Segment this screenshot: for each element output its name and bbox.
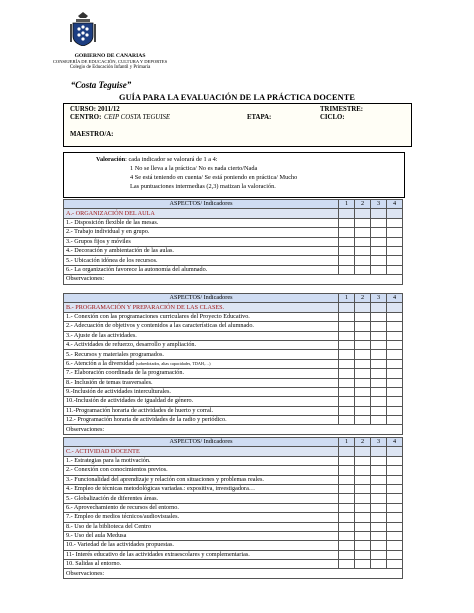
score-cell[interactable] bbox=[371, 359, 387, 368]
score-cell[interactable] bbox=[371, 340, 387, 349]
indicator-label: 6.- Atención a la diversidad bbox=[66, 359, 135, 367]
indicator-label: 3.- Funcionalidad del aprendizaje y relación con situaciones y problemas reales. bbox=[64, 475, 339, 484]
score-cell[interactable] bbox=[387, 522, 403, 531]
observaciones-field[interactable]: Observaciones: bbox=[64, 425, 403, 434]
score-cell[interactable] bbox=[339, 246, 355, 255]
score-cell[interactable] bbox=[355, 560, 371, 569]
score-header-1: 1 bbox=[339, 200, 355, 209]
table-row[interactable] bbox=[64, 312, 403, 321]
score-cell[interactable] bbox=[339, 475, 355, 484]
page-title: GUÍA PARA LA EVALUACIÓN DE LA PRÁCTICA DOCENTE bbox=[119, 93, 355, 102]
score-cell[interactable] bbox=[339, 237, 355, 246]
score-cell[interactable] bbox=[371, 369, 387, 378]
score-cell[interactable] bbox=[387, 541, 403, 550]
indicator-note: (sobredotados, altas capacidades, TDAH,…) bbox=[135, 360, 211, 366]
score-cell[interactable] bbox=[387, 218, 403, 227]
table-row[interactable] bbox=[64, 484, 403, 493]
score-cell[interactable] bbox=[339, 218, 355, 227]
score-cell[interactable] bbox=[339, 503, 355, 512]
score-cell[interactable] bbox=[339, 416, 355, 425]
trimestre-label: TRIMESTRE: bbox=[320, 106, 364, 113]
score-cell[interactable] bbox=[387, 237, 403, 246]
indicator-label: 5.- Recursos y materiales programados. bbox=[64, 350, 339, 359]
score-cell[interactable] bbox=[355, 456, 371, 465]
section-title: C.- ACTIVIDAD DOCENTE bbox=[64, 447, 339, 456]
table-row[interactable] bbox=[64, 494, 403, 503]
observaciones-field[interactable]: Observaciones: bbox=[64, 275, 403, 284]
score-cell[interactable] bbox=[387, 406, 403, 415]
score-cell[interactable] bbox=[339, 340, 355, 349]
indicator-label: 5.- Globalización de diferentes áreas. bbox=[64, 494, 339, 503]
score-cell[interactable] bbox=[339, 513, 355, 522]
indicator-label: 9.-Inclusión de actividades interculturales. bbox=[64, 387, 339, 396]
score-header-2: 2 bbox=[355, 438, 371, 447]
table-row[interactable] bbox=[64, 397, 403, 406]
score-cell[interactable] bbox=[355, 265, 371, 274]
score-cell[interactable] bbox=[371, 246, 387, 255]
indicator-label: 3.- Ajuste de las actividades. bbox=[64, 331, 339, 340]
score-cell[interactable] bbox=[387, 350, 403, 359]
score-cell[interactable] bbox=[371, 218, 387, 227]
score-cell[interactable] bbox=[371, 560, 387, 569]
score-cell[interactable] bbox=[371, 456, 387, 465]
score-header-3: 3 bbox=[371, 438, 387, 447]
score-cell[interactable] bbox=[355, 416, 371, 425]
score-cell[interactable] bbox=[339, 256, 355, 265]
score-cell[interactable] bbox=[387, 475, 403, 484]
table-row[interactable] bbox=[64, 550, 403, 559]
score-cell[interactable] bbox=[371, 541, 387, 550]
table-row[interactable] bbox=[64, 416, 403, 425]
table-row[interactable] bbox=[64, 531, 403, 540]
score-cell[interactable] bbox=[387, 387, 403, 396]
table-header-row bbox=[64, 200, 403, 209]
column-header-aspectos: ASPECTOS/ Indicadores bbox=[64, 438, 339, 447]
indicator-label: 8.- Inclusión de temas trasversales. bbox=[64, 378, 339, 387]
table-row[interactable] bbox=[64, 513, 403, 522]
government-block bbox=[40, 53, 180, 70]
score-cell[interactable] bbox=[339, 265, 355, 274]
score-cell[interactable] bbox=[355, 387, 371, 396]
indicator-label: 7.- Elaboración coordinada de la programación. bbox=[64, 369, 339, 378]
score-cell[interactable] bbox=[387, 503, 403, 512]
score-cell[interactable] bbox=[355, 550, 371, 559]
score-cell[interactable] bbox=[355, 312, 371, 321]
score-cell[interactable] bbox=[387, 340, 403, 349]
score-cell[interactable] bbox=[371, 513, 387, 522]
score-cell[interactable] bbox=[339, 331, 355, 340]
indicator-cell bbox=[64, 359, 339, 368]
score-cell[interactable] bbox=[371, 322, 387, 331]
indicator-label: 1.- Disposición flexible de las mesas. bbox=[64, 218, 339, 227]
table-row[interactable] bbox=[64, 228, 403, 237]
score-cell[interactable] bbox=[339, 387, 355, 396]
table-row[interactable] bbox=[64, 466, 403, 475]
score-cell[interactable] bbox=[355, 322, 371, 331]
score-cell[interactable] bbox=[387, 397, 403, 406]
score-header-4: 4 bbox=[387, 294, 403, 303]
score-cell[interactable] bbox=[339, 541, 355, 550]
score-cell[interactable] bbox=[387, 331, 403, 340]
indicator-label: 4.- Decoración y ambientación de las aulas. bbox=[64, 246, 339, 255]
score-cell[interactable] bbox=[387, 322, 403, 331]
section-title: B.- PROGRAMACIÓN Y PREPARACIÓN DE LAS CLASES. bbox=[64, 303, 339, 312]
score-cell[interactable] bbox=[387, 531, 403, 540]
score-cell[interactable] bbox=[371, 416, 387, 425]
score-cell[interactable] bbox=[371, 312, 387, 321]
info-box bbox=[63, 103, 412, 147]
score-cell[interactable] bbox=[387, 456, 403, 465]
score-cell[interactable] bbox=[387, 550, 403, 559]
score-header-2: 2 bbox=[355, 294, 371, 303]
score-cell[interactable] bbox=[355, 228, 371, 237]
government-name: GOBIERNO DE CANARIAS bbox=[74, 53, 146, 59]
score-cell[interactable] bbox=[339, 494, 355, 503]
score-cell[interactable] bbox=[339, 550, 355, 559]
score-cell[interactable] bbox=[355, 256, 371, 265]
score-cell[interactable] bbox=[339, 484, 355, 493]
school-name: “Costa Teguise” bbox=[70, 80, 132, 90]
score-cell[interactable] bbox=[387, 256, 403, 265]
score-cell[interactable] bbox=[355, 541, 371, 550]
score-cell[interactable] bbox=[387, 560, 403, 569]
table-row[interactable] bbox=[64, 369, 403, 378]
table-row[interactable] bbox=[64, 350, 403, 359]
score-cell[interactable] bbox=[387, 312, 403, 321]
score-cell[interactable] bbox=[355, 397, 371, 406]
indicator-label: 10.-Inclusión de actividades de igualdad de género. bbox=[64, 397, 339, 406]
score-cell[interactable] bbox=[339, 312, 355, 321]
score-cell[interactable] bbox=[387, 416, 403, 425]
score-cell[interactable] bbox=[355, 503, 371, 512]
score-cell[interactable] bbox=[339, 228, 355, 237]
indicator-label: 10. Salidas al entorno. bbox=[64, 560, 339, 569]
score-cell[interactable] bbox=[371, 265, 387, 274]
score-cell[interactable] bbox=[355, 378, 371, 387]
score-cell[interactable] bbox=[339, 369, 355, 378]
centro-value: CEIP COSTA TEGUISE bbox=[104, 114, 171, 121]
score-header-2: 2 bbox=[355, 200, 371, 209]
valoracion-line-1: 1 No se lleva a la práctica/ No es nada cierto/Nada bbox=[130, 165, 258, 172]
score-cell[interactable] bbox=[355, 350, 371, 359]
score-cell[interactable] bbox=[339, 531, 355, 540]
score-cell[interactable] bbox=[355, 522, 371, 531]
score-cell[interactable] bbox=[387, 265, 403, 274]
table-row[interactable] bbox=[64, 246, 403, 255]
score-cell[interactable] bbox=[355, 369, 371, 378]
table-row[interactable] bbox=[64, 560, 403, 569]
etapa-label: ETAPA: bbox=[247, 114, 272, 121]
table-actividad-docente bbox=[63, 437, 403, 579]
score-header-3: 3 bbox=[371, 294, 387, 303]
score-cell[interactable] bbox=[387, 484, 403, 493]
score-cell[interactable] bbox=[371, 256, 387, 265]
score-cell[interactable] bbox=[355, 246, 371, 255]
section-title-row bbox=[64, 303, 403, 312]
indicator-label: 9.- Uso del aula Medusa bbox=[64, 531, 339, 540]
section-title-row bbox=[64, 447, 403, 456]
maestro-label: MAESTRO/A: bbox=[70, 131, 114, 138]
indicator-label: 4.- Actividades de refuerzo, desarrollo y ampliación. bbox=[64, 340, 339, 349]
indicator-label: 11.-Programación horaria de actividades de huerto y corral. bbox=[64, 406, 339, 415]
observaciones-row[interactable] bbox=[64, 425, 403, 434]
table-row[interactable] bbox=[64, 378, 403, 387]
score-cell[interactable] bbox=[371, 494, 387, 503]
score-cell[interactable] bbox=[371, 475, 387, 484]
score-cell[interactable] bbox=[339, 378, 355, 387]
score-cell[interactable] bbox=[355, 484, 371, 493]
score-cell[interactable] bbox=[387, 246, 403, 255]
score-cell[interactable] bbox=[339, 350, 355, 359]
centro-label: CENTRO: bbox=[70, 114, 102, 121]
table-row[interactable] bbox=[64, 522, 403, 531]
score-cell[interactable] bbox=[371, 331, 387, 340]
score-cell[interactable] bbox=[371, 406, 387, 415]
table-row[interactable] bbox=[64, 265, 403, 274]
section-title-row bbox=[64, 209, 403, 218]
score-cell[interactable] bbox=[387, 369, 403, 378]
score-cell[interactable] bbox=[371, 378, 387, 387]
valoracion-intro: : cada indicador se valorará de 1 a 4: bbox=[125, 156, 218, 163]
score-cell[interactable] bbox=[339, 466, 355, 475]
table-header-row bbox=[64, 294, 403, 303]
score-cell[interactable] bbox=[371, 397, 387, 406]
indicator-label: 8.- Uso de la biblioteca del Centro bbox=[64, 522, 339, 531]
valoracion-line-2: 4 Se está teniendo en cuenta/ Se está poniendo en práctica/ Mucho bbox=[130, 174, 298, 181]
score-cell[interactable] bbox=[355, 218, 371, 227]
score-header-1: 1 bbox=[339, 294, 355, 303]
score-cell[interactable] bbox=[355, 406, 371, 415]
column-header-aspectos: ASPECTOS/ Indicadores bbox=[64, 294, 339, 303]
indicator-label: 2.- Conexión con conocimientos previos. bbox=[64, 466, 339, 475]
score-cell[interactable] bbox=[387, 513, 403, 522]
score-cell[interactable] bbox=[339, 456, 355, 465]
score-cell[interactable] bbox=[387, 466, 403, 475]
table-row[interactable] bbox=[64, 406, 403, 415]
section-title: A.- ORGANIZACIÓN DEL AULA bbox=[64, 209, 339, 218]
score-cell[interactable] bbox=[355, 237, 371, 246]
indicator-label: 6.- Aprovechamiento de recursos del entorno. bbox=[64, 503, 339, 512]
table-row[interactable] bbox=[64, 503, 403, 512]
score-cell[interactable] bbox=[355, 475, 371, 484]
valoracion-label: Valoración bbox=[96, 156, 126, 163]
score-cell[interactable] bbox=[371, 531, 387, 540]
ciclo-label: CICLO: bbox=[320, 114, 345, 121]
score-cell[interactable] bbox=[339, 406, 355, 415]
table-row[interactable] bbox=[64, 541, 403, 550]
score-cell[interactable] bbox=[387, 494, 403, 503]
score-cell[interactable] bbox=[387, 228, 403, 237]
valoracion-line-3: Las puntuaciones intermedias (2,3) matizan la valoración. bbox=[130, 183, 276, 190]
indicator-label: 6.- La organización favorece la autonomía del alumnado. bbox=[64, 265, 339, 274]
indicator-label: 2.- Adecuación de objetivos y contenidos a las características del alumnado. bbox=[64, 322, 339, 331]
score-cell[interactable] bbox=[355, 331, 371, 340]
score-cell[interactable] bbox=[371, 387, 387, 396]
indicator-label: 12.- Programación horaria de actividades de la radio y periódico. bbox=[64, 416, 339, 425]
score-cell[interactable] bbox=[355, 531, 371, 540]
table-row[interactable] bbox=[64, 340, 403, 349]
table-row[interactable] bbox=[64, 322, 403, 331]
table-row[interactable] bbox=[64, 359, 403, 368]
score-cell[interactable] bbox=[355, 340, 371, 349]
coat-of-arms-icon bbox=[70, 12, 96, 46]
table-row[interactable] bbox=[64, 256, 403, 265]
score-cell[interactable] bbox=[371, 484, 387, 493]
score-cell[interactable] bbox=[339, 560, 355, 569]
table-row[interactable] bbox=[64, 331, 403, 340]
score-cell[interactable] bbox=[339, 522, 355, 531]
score-cell[interactable] bbox=[355, 359, 371, 368]
valoracion-box bbox=[63, 152, 405, 198]
score-header-4: 4 bbox=[387, 438, 403, 447]
table-programacion bbox=[63, 293, 403, 435]
score-cell[interactable] bbox=[371, 228, 387, 237]
observaciones-field[interactable]: Observaciones: bbox=[64, 569, 403, 578]
score-cell[interactable] bbox=[371, 237, 387, 246]
score-cell[interactable] bbox=[355, 513, 371, 522]
table-row[interactable] bbox=[64, 456, 403, 465]
indicator-label: 3.- Grupos fijos y móviles bbox=[64, 237, 339, 246]
table-row[interactable] bbox=[64, 387, 403, 396]
curso-label: CURSO: 2011/12 bbox=[70, 106, 120, 113]
observaciones-row[interactable] bbox=[64, 569, 403, 578]
score-header-4: 4 bbox=[387, 200, 403, 209]
department-name: CONSEJERÍA DE EDUCACIÓN, CULTURA Y DEPORTES bbox=[52, 59, 168, 65]
indicator-label: 10.- Variedad de las actividades propuestas. bbox=[64, 541, 339, 550]
table-row[interactable] bbox=[64, 218, 403, 227]
score-cell[interactable] bbox=[339, 322, 355, 331]
table-row[interactable] bbox=[64, 475, 403, 484]
observaciones-row[interactable] bbox=[64, 275, 403, 284]
indicator-label: 5.- Ubicación idónea de los recursos. bbox=[64, 256, 339, 265]
score-header-1: 1 bbox=[339, 438, 355, 447]
score-cell[interactable] bbox=[355, 494, 371, 503]
table-organizacion-aula bbox=[63, 199, 403, 285]
score-cell[interactable] bbox=[387, 378, 403, 387]
score-cell[interactable] bbox=[371, 503, 387, 512]
indicator-label: 4.- Empleo de técnicas metodológicas variadas.: expositiva, investigadora… bbox=[64, 484, 339, 493]
score-cell[interactable] bbox=[371, 466, 387, 475]
table-row[interactable] bbox=[64, 237, 403, 246]
indicator-label: 1.- Conexión con las programaciones curriculares del Proyecto Educativo. bbox=[64, 312, 339, 321]
score-header-3: 3 bbox=[371, 200, 387, 209]
table-header-row bbox=[64, 438, 403, 447]
score-cell[interactable] bbox=[371, 350, 387, 359]
score-cell[interactable] bbox=[371, 522, 387, 531]
score-cell[interactable] bbox=[339, 397, 355, 406]
indicator-label: 11- Interés educativo de las actividades extraescolares y complementarias. bbox=[64, 550, 339, 559]
score-cell[interactable] bbox=[355, 466, 371, 475]
column-header-aspectos: ASPECTOS/ Indicadores bbox=[64, 200, 339, 209]
score-cell[interactable] bbox=[387, 359, 403, 368]
school-type: Colegio de Educación Infantil y Primaria bbox=[69, 64, 151, 70]
indicator-label: 1.- Estrategias para la motivación. bbox=[64, 456, 339, 465]
score-cell[interactable] bbox=[371, 550, 387, 559]
indicator-label: 7.- Empleo de medios técnicos/audiovisuales. bbox=[64, 513, 339, 522]
indicator-label: 2.- Trabajo individual y en grupo. bbox=[64, 228, 339, 237]
score-cell[interactable] bbox=[339, 359, 355, 368]
